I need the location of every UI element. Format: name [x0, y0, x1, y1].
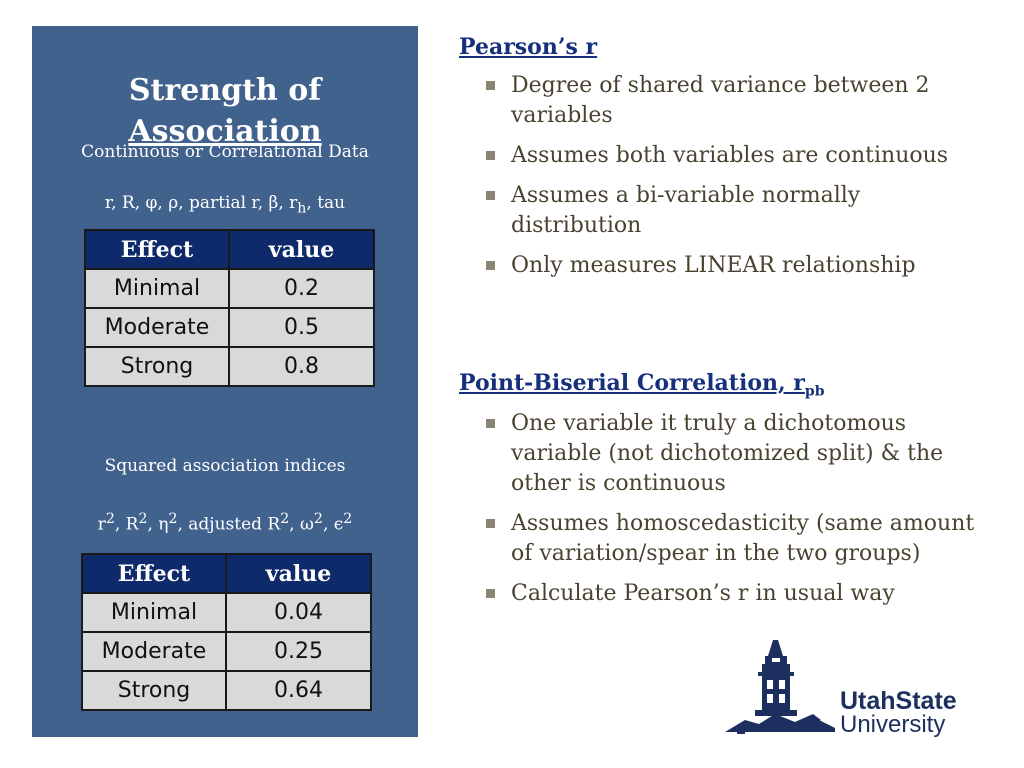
sym-omega: , ω [289, 514, 314, 535]
effect-cell: Strong [82, 671, 226, 710]
sym-eta: , η [147, 514, 169, 535]
squared-subtitle: Squared association indices [104, 456, 346, 476]
value-cell: 0.8 [229, 347, 374, 386]
square-bullet-icon [486, 191, 495, 200]
list-item [486, 409, 986, 499]
continuous-subtitle: Continuous or Correlational Data [81, 142, 369, 162]
sym-adjusted-R: , adjusted R [177, 514, 281, 535]
square-bullet-icon [486, 589, 495, 598]
table-header-row [85, 230, 374, 269]
panel-title-line2: Association [128, 114, 322, 149]
point-biserial-heading [459, 370, 824, 399]
list-item [486, 509, 986, 569]
list-item [486, 251, 986, 281]
list-item [486, 141, 986, 171]
sup-2: 2 [313, 511, 323, 527]
square-bullet-icon [486, 261, 495, 270]
effect-cell: Strong [85, 347, 229, 386]
sup-2: 2 [280, 511, 290, 527]
value-cell: 0.64 [226, 671, 371, 710]
effect-cell: Minimal [82, 593, 226, 632]
continuous-effect-table [84, 229, 375, 387]
effect-cell: Moderate [82, 632, 226, 671]
sup-2: 2 [138, 511, 148, 527]
list-item [486, 181, 986, 241]
square-bullet-icon [486, 419, 495, 428]
table-row [82, 671, 371, 710]
bullet-text: Calculate Pearson’s r in usual way [511, 581, 895, 606]
bullet-text: One variable it truly a dichotomous variable (not dichotomized split) & the other is continuous [511, 411, 944, 496]
squared-symbols [32, 508, 418, 536]
utah-state-university-logo [725, 634, 987, 738]
value-cell: 0.2 [229, 269, 374, 308]
symbols-subscript: h [297, 200, 307, 217]
bullet-text: Assumes both variables are continuous [511, 143, 949, 168]
sup-2: 2 [343, 511, 353, 527]
table-row [82, 593, 371, 632]
sym-r: r [97, 514, 106, 535]
continuous-symbols [32, 192, 418, 219]
square-bullet-icon [486, 519, 495, 528]
symbols-text-end: , tau [306, 193, 346, 213]
sup-2: 2 [168, 511, 178, 527]
list-item [486, 579, 986, 609]
logo-line1: UtahState [840, 687, 957, 715]
header-value: value [226, 554, 371, 593]
value-cell: 0.04 [226, 593, 371, 632]
value-cell: 0.25 [226, 632, 371, 671]
header-effect: Effect [82, 554, 226, 593]
sym-R: , R [114, 514, 139, 535]
pearson-bullets [486, 71, 986, 291]
heading-subscript: pb [804, 383, 825, 400]
table-header-row [82, 554, 371, 593]
effect-cell: Moderate [85, 308, 229, 347]
point-biserial-bullets [486, 409, 986, 619]
table-row [82, 632, 371, 671]
square-bullet-icon [486, 151, 495, 160]
header-effect: Effect [85, 230, 229, 269]
panel-title [32, 70, 418, 152]
squared-effect-table [81, 553, 372, 711]
table-row [85, 347, 374, 386]
table-row [85, 308, 374, 347]
bullet-text: Only measures LINEAR relationship [511, 253, 916, 278]
panel-title-line1: Strength of [128, 73, 322, 108]
square-bullet-icon [486, 81, 495, 90]
effect-cell: Minimal [85, 269, 229, 308]
table-row [85, 269, 374, 308]
sym-epsilon: , ϵ [322, 514, 344, 535]
heading-text: Point-Biserial Correlation, r [459, 370, 805, 396]
sup-2: 2 [105, 511, 115, 527]
list-item [486, 71, 986, 131]
bullet-text: Assumes homoscedasticity (same amount of variation/spear in the two groups) [511, 511, 975, 566]
bullet-text: Assumes a bi-variable normally distribution [511, 183, 861, 238]
pearson-heading: Pearson’s r [459, 34, 598, 60]
symbols-text: r, R, φ, ρ, partial r, β, r [104, 193, 298, 213]
logo-line2: University [840, 711, 946, 738]
bullet-text: Degree of shared variance between 2 variables [511, 73, 930, 128]
value-cell: 0.5 [229, 308, 374, 347]
header-value: value [229, 230, 374, 269]
